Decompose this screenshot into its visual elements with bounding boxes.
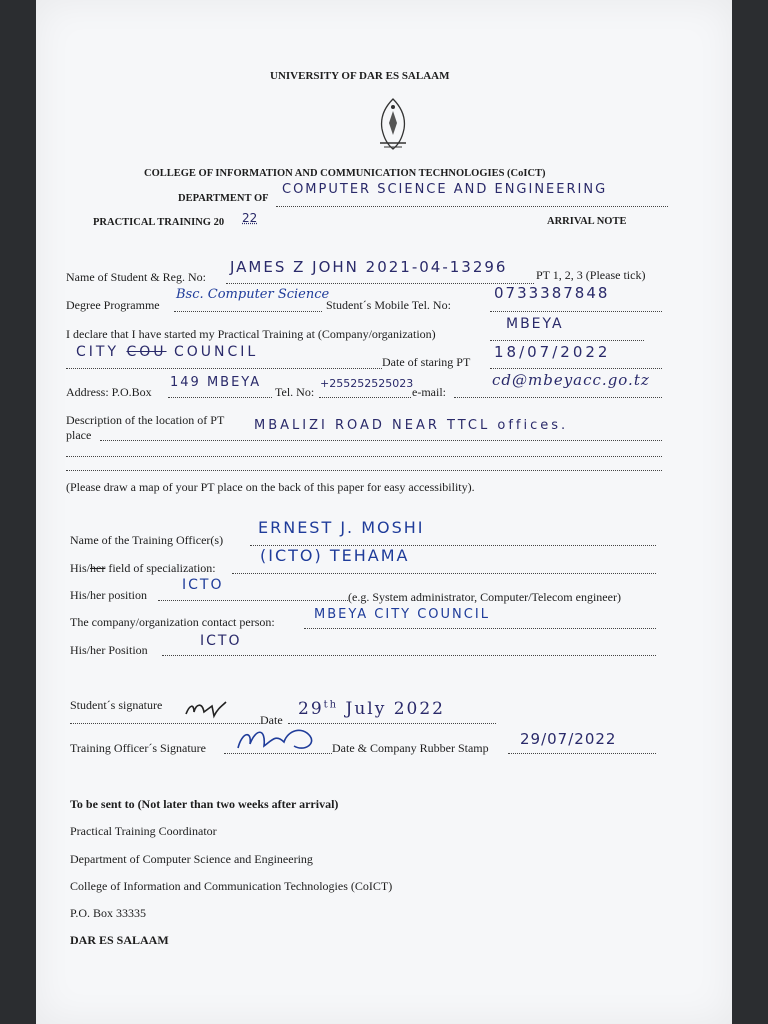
coordinator-line: Practical Training Coordinator [70,824,217,838]
officer-signature-label: Training Officer´s Signature [70,741,206,755]
location-label: Description of the location of PT [66,413,225,427]
practical-training-year: 22 [242,211,258,225]
degree-value: Bsc. Computer Science [176,287,330,302]
university-crest-icon [376,97,410,153]
arrival-note-title: ARRIVAL NOTE [547,216,627,227]
declare-label: I declare that I have started my Practical Training at (Company/organization) [66,327,436,341]
position-value: ICTO [182,577,224,593]
location-label-place: place [66,428,92,442]
student-signature [182,698,232,722]
contact-value: MBEYA CITY COUNCIL [314,607,490,622]
stamp-label: Date & Company Rubber Stamp [332,741,489,755]
position2-value: ICTO [200,633,242,649]
address-value: 149 MBEYA [170,375,262,390]
field-value: (ICTO) TEHAMA [260,546,410,565]
date-value: 29th July 2022 [298,699,445,719]
po-box-line: P.O. Box 33335 [70,906,147,920]
stamp-date-value: 29/07/2022 [520,730,617,748]
send-note: To be sent to (Not later than two weeks after arrival) [70,797,339,811]
position-hint: (e.g. System administrator, Computer/Telecom engineer) [348,590,621,604]
company-value-line1: MBEYA [506,316,564,332]
student-name-value: JAMES Z JOHN 2021-04-13296 [230,258,508,276]
start-date-label: Date of staring PT [382,355,471,369]
college-line: College of Information and Communication Technologies (CoICT) [70,879,393,893]
tel-label: Tel. No: [275,385,315,399]
company-value-line2: CITY COU COUNCIL [76,344,259,360]
position-label: His/her position [70,588,147,602]
department-label: DEPARTMENT OF [178,193,269,204]
start-date-value: 18/07/2022 [494,343,611,361]
mobile-value: 0733387848 [494,284,610,302]
email-value: cd@mbeyacc.go.tz [492,371,650,389]
mobile-label: Student´s Mobile Tel. No: [326,298,451,312]
location-value: MBALIZI ROAD NEAR TTCL offices. [254,418,569,433]
city-line: DAR ES SALAAM [70,933,169,947]
date-label: Date [260,713,283,727]
officer-name-label: Name of the Training Officer(s) [70,533,224,547]
department-value: COMPUTER SCIENCE AND ENGINEERING [282,182,608,197]
email-label: e-mail: [412,385,446,399]
tel-value: +255252525023 [320,377,414,390]
arrival-note-form [36,0,732,1024]
student-name-label: Name of Student & Reg. No: [66,270,206,284]
address-label: Address: P.O.Box [66,385,152,399]
position2-label: His/her Position [70,643,148,657]
map-note: (Please draw a map of your PT place on the back of this paper for easy accessibility). [66,480,475,494]
department-line: Department of Computer Science and Engineering [70,852,313,866]
degree-label: Degree Programme [66,298,160,312]
university-title: UNIVERSITY OF DAR ES SALAAM [270,70,450,82]
college-title: COLLEGE OF INFORMATION AND COMMUNICATION TECHNOLOGIES (CoICT) [144,168,546,179]
officer-name-value: ERNEST J. MOSHI [258,518,425,537]
pt-tick-label: PT 1, 2, 3 (Please tick) [536,268,646,282]
contact-label: The company/organization contact person: [70,615,275,629]
practical-training-label: PRACTICAL TRAINING 20 [93,217,225,228]
student-signature-label: Student´s signature [70,698,163,712]
officer-signature [232,722,326,758]
field-label: His/her field of specialization: [70,561,216,575]
